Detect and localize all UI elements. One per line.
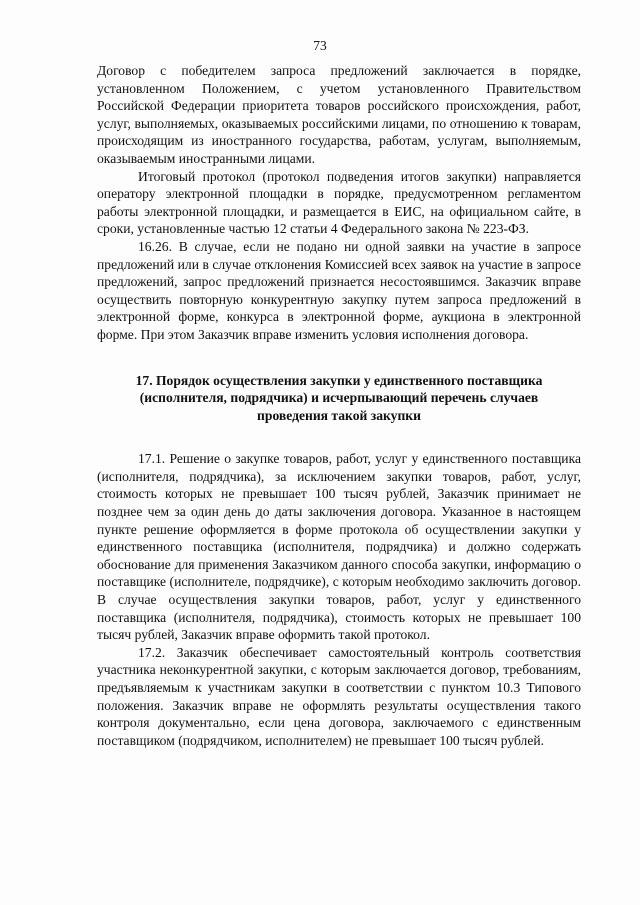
page-number: 73: [313, 38, 327, 53]
paragraph-final-protocol: Итоговый протокол (протокол подведения итогов закупки) направляется оператору электронной площадки в порядке, предусмотренном регламентом работы электронной площадки, и размещается в ЕИС, на официальном сайте, в сроки, установленные частью 12 статьи 4 Федерального закона № 223-ФЗ.: [97, 168, 581, 237]
paragraph-17-2: 17.2. Заказчик обеспечивает самостоятельный контроль соответствия участника неконкурентной закупки, с которым заключается договор, требованиям, предъявляемым к участникам закупки в соответствии с пунктом 10.3 Типового положения. Заказчик вправе не оформлять результаты осуществления такого контроля документально, если цена договора, заключаемого с единственным поставщиком (подрядчиком, исполнителем) не превышает 100 тысяч рублей.: [97, 644, 581, 748]
section-heading-line: 17. Порядок осуществления закупки у единственного поставщика: [135, 372, 543, 388]
paragraph-17-1: 17.1. Решение о закупке товаров, работ, услуг у единственного поставщика (исполнителя, подрядчика), за исключением закупки товаров, работ, услуг, стоимость которых не превышает 100 тысяч рублей, Заказчик принимает не позднее чем за один день до даты заключения договора. Указанное в настоящем пункте решение оформляется в форме протокола об осуществлении закупки у единственного поставщика (исполнителя, подрядчика) и должно содержать обоснование для применения Заказчиком данного способа закупки, информацию о поставщике (исполнителе, подрядчике), с которым необходимо заключить договор. В случае осуществления закупки товаров, работ, услуг у единственного поставщика (исполнителя, подрядчика), стоимость которых не превышает 100 тысяч рублей, Заказчик вправе оформить такой протокол.: [97, 451, 581, 643]
paragraph-16-26: 16.26. В случае, если не подано ни одной заявки на участие в запросе предложений или в случае отклонения Комиссией всех заявок на участие в запросе предложений, запрос предложений признается несостоявшимся. Заказчик вправе осуществить повторную конкурентную закупку путем запроса предложений в электронной форме, конкурса в электронной форме, аукциона в электронной форме. При этом Заказчик вправе изменить условия исполнения договора.: [97, 238, 581, 342]
page-body: [97, 62, 581, 749]
section-heading-line: (исполнителя, подрядчика) и исчерпывающий перечень случаев: [139, 390, 539, 406]
section-heading-17: [97, 372, 581, 425]
paragraph-contract-conclusion: Договор с победителем запроса предложений заключается в порядке, установленном Положением, с учетом установленного Правительством Российской Федерации приоритета товаров российского происхождения, работ, услуг, выполняемых, оказываемых российскими лицами, по отношению к товарам, происходящим из иностранного государства, работам, услугам, выполняемым, оказываемым иностранными лицами.: [97, 63, 581, 166]
section-heading-line: проведения такой закупки: [257, 407, 421, 423]
